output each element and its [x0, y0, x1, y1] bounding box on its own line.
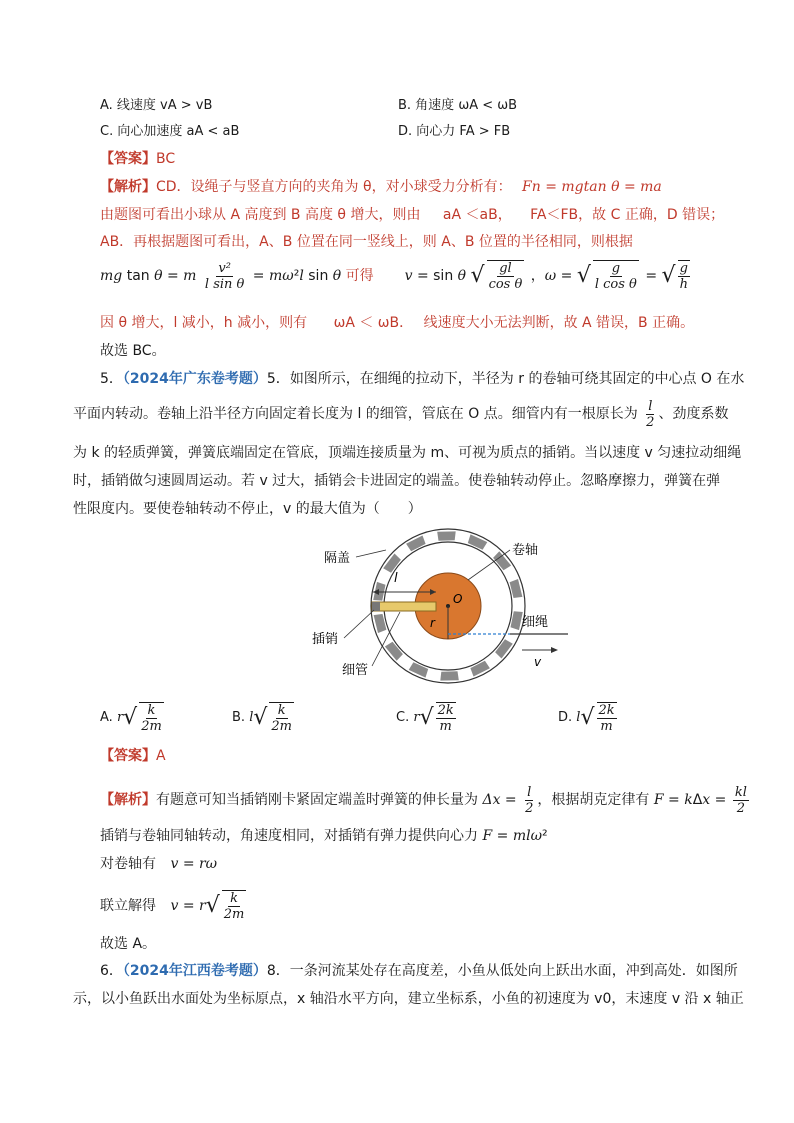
- option-letter: C.: [396, 710, 410, 725]
- q4-analysis-line3: AB．再根据题图可看出，A、B 位置在同一竖线上，则 A、B 位置的半径相同，则根据: [100, 234, 633, 250]
- analysis-text: 可得: [345, 268, 374, 284]
- analysis-text: ，根据胡克定律有: [537, 792, 650, 808]
- formula-fn: Fn = mgtan θ = ma: [522, 179, 662, 195]
- answer-tag: 【答案】: [100, 151, 156, 167]
- option-b: B. 角速度 ωA < ωB: [398, 98, 518, 113]
- sqrt-expression: √ $\frac{g}{\text{l cos θ}}$: [576, 261, 637, 292]
- q5-analysis-line1: 【解析】有题意可知当插销刚卡紧固定端盖时弹簧的伸长量为 Δx = $\frac{l}{2}$ ，根据胡克定律有 F = kΔx = $\frac{kl}{2}$: [100, 784, 747, 816]
- fraction-l-over-2: $\frac{l}{2}$: [646, 398, 655, 430]
- analysis-tag: 【解析】: [100, 179, 156, 195]
- reel-figure: [300, 528, 580, 688]
- option-a: A. 线速度 vA > vB: [100, 98, 213, 113]
- analysis-text: 线速度大小无法判断，故 A 错误，B 正确。: [423, 315, 695, 331]
- cover-tooth: [409, 662, 429, 677]
- q5-analysis-line4: 联立解得 v = r √ $\frac{k}{2m}$: [100, 886, 248, 926]
- q4-analysis-line5: [100, 313, 694, 333]
- label-rope: 细绳: [522, 615, 549, 630]
- answer-value: BC: [156, 151, 176, 167]
- sqrt-expression: √ $\frac{2k}{m}$: [419, 702, 454, 734]
- q5-line5: 性限度内。要使卷轴转动不停止，v 的最大值为（ ）: [73, 501, 422, 517]
- cover-tooth: [470, 661, 490, 677]
- label-reel: 卷轴: [512, 543, 539, 558]
- option-letter: D.: [558, 710, 573, 725]
- q5-option-c: C. r √ $\frac{2k}{m}$: [396, 698, 458, 738]
- fraction: $\frac{\text{v²}}{\text{l sin θ}}$: [204, 260, 245, 292]
- label-o: O: [453, 592, 463, 606]
- label-pin: 插销: [312, 632, 339, 647]
- q5-option-b: B. l √ $\frac{k}{2m}$: [232, 698, 296, 738]
- sqrt-expression: √ $\frac{k}{2m}$: [253, 702, 293, 734]
- q4-analysis-line2: [100, 205, 724, 225]
- q5-option-d: D. l √ $\frac{2k}{m}$: [558, 698, 619, 738]
- formula: v = rω: [170, 856, 218, 872]
- sqrt-expression: √ $\frac{gl}{\text{cos θ}}$: [470, 261, 523, 292]
- q5-analysis-line2: 插销与卷轴同轴转动，角速度相同，对插销有弹力提供向心力 F = mlω²: [100, 828, 548, 844]
- sqrt-expression: √ $\frac{g}{h}$: [661, 261, 688, 292]
- question-text: 、劲度系数: [658, 406, 729, 422]
- arrow-head: [551, 647, 558, 653]
- question-source: （2024年江西卷考题）: [122, 963, 267, 979]
- fraction: $\frac{l}{2}$: [525, 784, 534, 816]
- pin: [372, 602, 380, 611]
- analysis-text: 由题图可看出小球从 A 高度到 B 高度 θ 增大，则由: [100, 207, 421, 223]
- question-text: 8．一条河流某处存在高度差，小鱼从低处向上跃出水面，冲到高处．如图所: [266, 963, 738, 979]
- cover-tooth: [437, 531, 456, 540]
- question-number: 5．: [266, 371, 290, 387]
- analysis-text: 对卷轴有: [100, 856, 156, 872]
- sqrt-expression: √ $\frac{k}{2m}$: [205, 891, 245, 922]
- analysis-tag: 【解析】: [100, 792, 156, 808]
- option-c: C. 向心加速度 aA < aB: [100, 124, 240, 139]
- label-v: v: [534, 655, 542, 669]
- question-source: （2024年广东卷考题）: [122, 371, 267, 387]
- q5-answer: [100, 746, 166, 766]
- q6-line2: 示，以小鱼跃出水面处为坐标原点，x 轴沿水平方向，建立坐标系，小鱼的初速度为 v0，末速度 v 沿 x 轴正: [73, 991, 744, 1007]
- option-d: D. 向心力 FA > FB: [398, 124, 511, 139]
- analysis-text: 插销与卷轴同轴转动，角速度相同，对插销有弹力提供向心力: [100, 828, 478, 844]
- label-cover: 隔盖: [324, 551, 351, 566]
- fraction: $\frac{kl}{2}$: [734, 784, 747, 816]
- q5-line4: 时，插销做匀速圆周运动。若 v 过大，插销会卡进固定的端盖。使卷轴转动停止。忽略摩擦力，弹簧在弹: [73, 473, 721, 489]
- q6-line1: [100, 961, 738, 981]
- q5-line2: [73, 396, 728, 432]
- leader-line: [356, 550, 386, 557]
- analysis-text: aA ＜aB，: [442, 207, 512, 223]
- q5-analysis-line3: [100, 854, 217, 874]
- label-tube: 细管: [342, 663, 369, 678]
- option-letter: B.: [232, 710, 246, 725]
- answer-value: A: [156, 748, 166, 764]
- cover-tooth: [383, 554, 401, 573]
- cover-tooth: [468, 534, 488, 549]
- analysis-text: 联立解得: [100, 898, 156, 914]
- leader-line: [344, 610, 374, 638]
- analysis-text: CD．设绳子与竖直方向的夹角为 θ，对小球受力分析有：: [156, 179, 512, 195]
- analysis-text: ωA ＜ ωB．: [333, 315, 414, 331]
- label-l: l: [394, 571, 398, 586]
- sqrt-expression: √ $\frac{2k}{m}$: [580, 702, 615, 734]
- q4-answer: [100, 149, 175, 169]
- q4-conclusion: 故选 BC。: [100, 343, 166, 359]
- q4-analysis-line1: [100, 177, 662, 197]
- cover-tooth: [440, 671, 459, 680]
- question-number: 6．: [100, 963, 123, 979]
- analysis-text: 因 θ 增大，l 减小，h 减小，则有: [100, 315, 308, 331]
- question-number: 5．: [100, 371, 123, 387]
- sqrt-expression: √ $\frac{k}{2m}$: [123, 702, 162, 734]
- label-r: r: [430, 616, 435, 630]
- q5-line1: [100, 369, 744, 389]
- option-letter: A.: [100, 710, 113, 725]
- answer-tag: 【答案】: [100, 748, 156, 764]
- cover-tooth: [385, 642, 403, 661]
- analysis-text: FA＜FB，故 C 正确，D 错误；: [530, 207, 725, 223]
- analysis-text: 有题意可知当插销刚卡紧固定端盖时弹簧的伸长量为: [156, 792, 478, 808]
- cover-tooth: [406, 536, 426, 552]
- question-text: 平面内转动。卷轴上沿半径方向固定着长度为 l 的细管，管底在 O 点。细管内有一根原长为: [73, 406, 638, 422]
- q4-formula-line: mg tan θ = m $\frac{\text{v²}}{\text{l sin θ}}$ = mω²l sin θ 可得 v = sin θ √ $\frac{gl}{\text{cos θ}}$ ，ω = √ $\frac{g}{\text{l cos θ}}$ = √ $\frac{g}{h}$: [100, 258, 692, 298]
- cover-tooth: [495, 639, 513, 658]
- q5-conclusion: 故选 A。: [100, 936, 157, 952]
- cover-tooth: [511, 611, 523, 630]
- question-text: 如图所示，在细绳的拉动下，半径为 r 的卷轴可绕其固定的中心点 O 在水: [289, 371, 745, 387]
- q5-line3: 为 k 的轻质弹簧，弹簧底端固定在管底，顶端连接质量为 m、可视为质点的插销。当以速度 v 匀速拉动细绳: [73, 445, 742, 461]
- q5-option-a: A. r √ $\frac{k}{2m}$: [100, 698, 166, 738]
- tube: [372, 602, 436, 611]
- cover-tooth: [493, 551, 511, 570]
